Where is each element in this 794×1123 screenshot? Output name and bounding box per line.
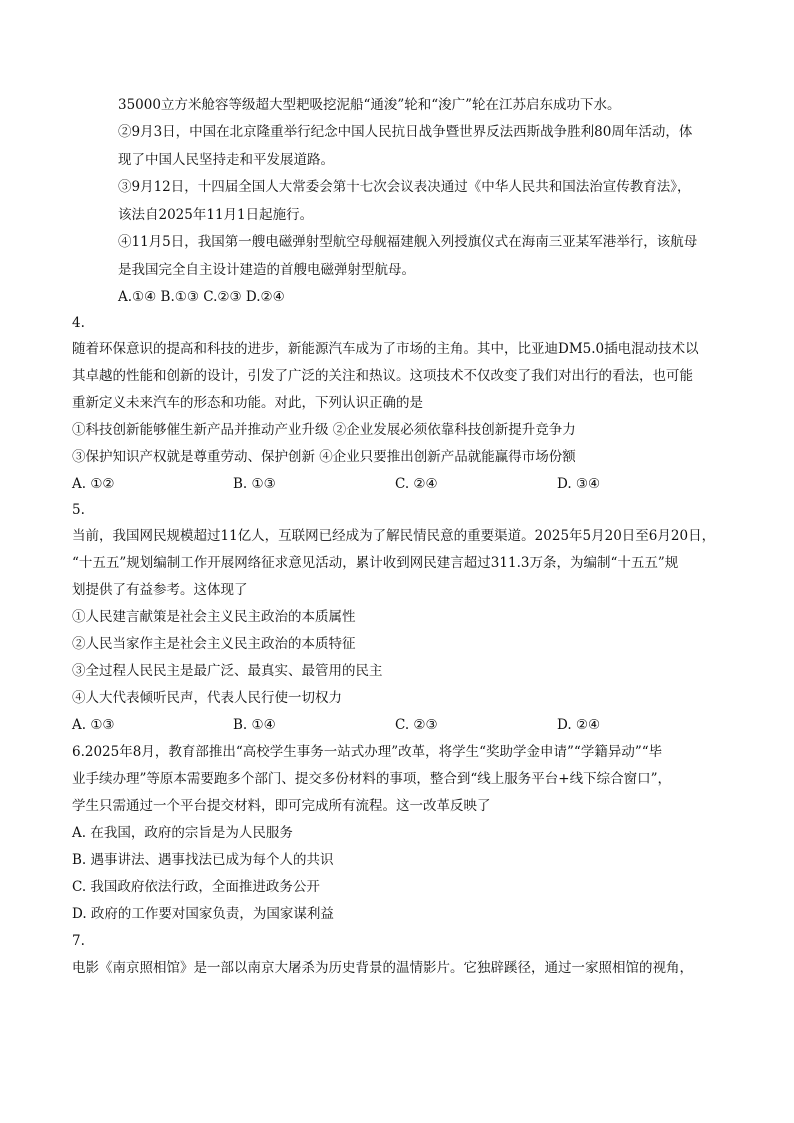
q6-option-a: A. 在我国，政府的宗旨是为人民服务 bbox=[72, 825, 293, 841]
q4-statements-line-2: ③保护知识产权就是尊重劳动、保护创新 ④企业只要推出创新产品就能赢得市场份额 bbox=[72, 449, 576, 465]
q7-stem-line-1: 电影《南京照相馆》是一部以南京大屠杀为历史背景的温情影片。它独辟蹊径，通过一家照相馆的视角， bbox=[72, 960, 693, 976]
q4-option-c: C. ②④ bbox=[395, 476, 438, 492]
q5-statement-3: ③全过程人民民主是最广泛、最真实、最管用的民主 bbox=[72, 663, 383, 679]
q4-statements-line-1: ①科技创新能够催生新产品并推动产业升级 ②企业发展必须依靠科技创新提升竞争力 bbox=[72, 422, 576, 438]
q4-stem-line-3: 重新定义未来汽车的形态和功能。对此，下列认识正确的是 bbox=[72, 395, 423, 411]
q3-line-3: 现了中国人民坚持走和平发展道路。 bbox=[118, 152, 334, 168]
q4-number: 4. bbox=[72, 315, 85, 331]
q3-line-7: 是我国完全自主设计建造的首艘电磁弹射型航母。 bbox=[118, 262, 415, 278]
q5-stem-line-1: 当前，我国网民规模超过11亿人，互联网已经成为了解民情民意的重要渠道。2025年5月20日至6月20日， bbox=[72, 528, 716, 544]
q4-option-b: B. ①③ bbox=[233, 476, 276, 492]
q5-statement-1: ①人民建言献策是社会主义民主政治的本质属性 bbox=[72, 609, 356, 625]
q6-stem-line-3: 学生只需通过一个平台提交材料，即可完成所有流程。这一改革反映了 bbox=[72, 798, 491, 814]
q5-number: 5. bbox=[72, 502, 85, 518]
q7-number: 7. bbox=[72, 933, 85, 949]
q4-option-a: A. ①② bbox=[72, 476, 115, 492]
q3-line-4: ③9月12日，十四届全国人大常委会第十七次会议表决通过《中华人民共和国法治宣传教育法》， bbox=[118, 179, 691, 195]
q6-option-d: D. 政府的工作要对国家负责，为国家谋利益 bbox=[72, 906, 334, 922]
q5-option-b: B. ①④ bbox=[233, 717, 276, 733]
q6-option-b: B. 遇事讲法、遇事找法已成为每个人的共识 bbox=[72, 852, 334, 868]
q6-stem-line-1: 6.2025年8月，教育部推出“高校学生事务一站式办理”改革，将学生“奖助学金申请”“学籍异动”“毕 bbox=[72, 744, 663, 760]
q4-option-d: D. ③④ bbox=[557, 476, 601, 492]
q5-option-a: A. ①③ bbox=[72, 717, 115, 733]
q3-line-5: 该法自2025年11月1日起施行。 bbox=[118, 207, 314, 223]
q5-stem-line-3: 划提供了有益参考。这体现了 bbox=[72, 582, 248, 598]
q3-line-6: ④11月5日，我国第一艘电磁弹射型航空母舰福建舰入列授旗仪式在海南三亚某军港举行，该航母 bbox=[118, 234, 698, 250]
q4-stem-line-2: 其卓越的性能和创新的设计，引发了广泛的关注和热议。这项技术不仅改变了我们对出行的看法，也可能 bbox=[72, 368, 693, 384]
q6-stem-line-2: 业手续办理”等原本需要跑多个部门、提交多份材料的事项，整合到“线上服务平台+线下综合窗口”， bbox=[72, 771, 672, 787]
q5-option-c: C. ②③ bbox=[395, 717, 438, 733]
q5-option-d: D. ②④ bbox=[557, 717, 601, 733]
q3-options: A.①④ B.①③ C.②③ D.②④ bbox=[118, 289, 285, 305]
q5-statement-2: ②人民当家作主是社会主义民主政治的本质特征 bbox=[72, 636, 356, 652]
q5-stem-line-2: “十五五”规划编制工作开展网络征求意见活动，累计收到网民建言超过311.3万条，为编制“十五五”规 bbox=[72, 555, 679, 571]
q5-statement-4: ④人大代表倾听民声，代表人民行使一切权力 bbox=[72, 690, 342, 706]
q3-line-2: ②9月3日，中国在北京隆重举行纪念中国人民抗日战争暨世界反法西斯战争胜利80周年活动，体 bbox=[118, 124, 693, 140]
q6-option-c: C. 我国政府依法行政，全面推进政务公开 bbox=[72, 879, 320, 895]
q3-line-1: 35000立方米舱容等级超大型耙吸挖泥船“通浚”轮和“浚广”轮在江苏启东成功下水。 bbox=[118, 97, 621, 113]
q4-stem-line-1: 随着环保意识的提高和科技的进步，新能源汽车成为了市场的主角。其中，比亚迪DM5.0插电混动技术以 bbox=[72, 341, 699, 357]
